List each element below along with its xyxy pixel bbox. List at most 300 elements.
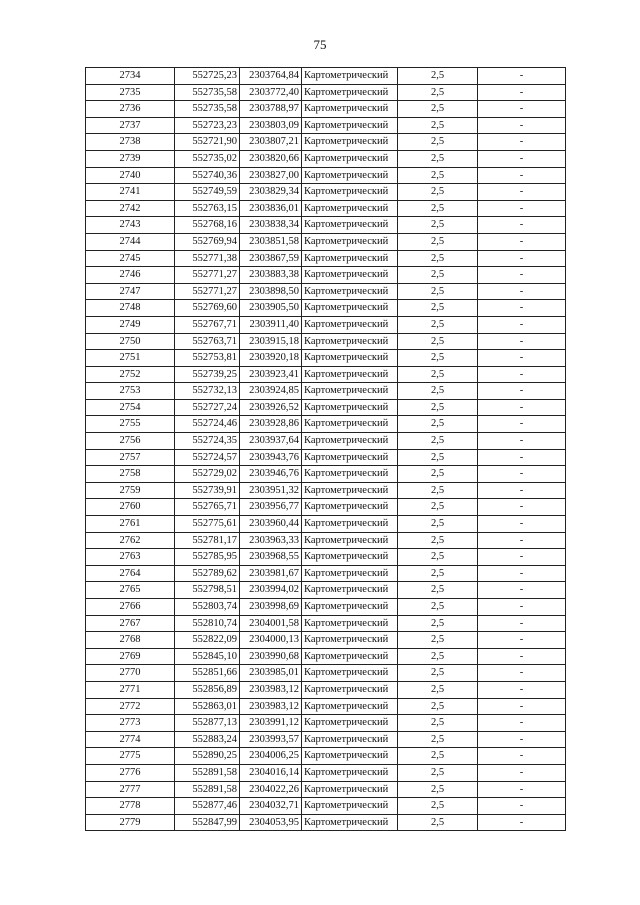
- point-number-cell: 2775: [86, 748, 175, 765]
- x-coordinate-cell: 552822,09: [175, 632, 240, 649]
- table-row: [86, 233, 566, 250]
- point-number-cell: 2753: [86, 383, 175, 400]
- accuracy-cell: 2,5: [398, 781, 478, 798]
- x-coordinate-cell: 552803,74: [175, 599, 240, 616]
- y-coordinate-cell: 2303994,02: [240, 582, 302, 599]
- table-row: [86, 333, 566, 350]
- accuracy-cell: 2,5: [398, 764, 478, 781]
- x-coordinate-cell: 552781,17: [175, 532, 240, 549]
- method-cell: Картометрический: [302, 748, 398, 765]
- note-cell: -: [478, 433, 566, 450]
- accuracy-cell: 2,5: [398, 250, 478, 267]
- method-cell: Картометрический: [302, 399, 398, 416]
- method-cell: Картометрический: [302, 283, 398, 300]
- method-cell: Картометрический: [302, 150, 398, 167]
- accuracy-cell: 2,5: [398, 648, 478, 665]
- table-row: [86, 681, 566, 698]
- table-row: [86, 101, 566, 118]
- point-number-cell: 2743: [86, 217, 175, 234]
- table-row: [86, 715, 566, 732]
- note-cell: -: [478, 482, 566, 499]
- table-row: [86, 466, 566, 483]
- note-cell: -: [478, 217, 566, 234]
- x-coordinate-cell: 552771,27: [175, 283, 240, 300]
- note-cell: -: [478, 516, 566, 533]
- accuracy-cell: 2,5: [398, 150, 478, 167]
- y-coordinate-cell: 2303920,18: [240, 350, 302, 367]
- method-cell: Картометрический: [302, 333, 398, 350]
- method-cell: Картометрический: [302, 366, 398, 383]
- table-row: [86, 748, 566, 765]
- method-cell: Картометрический: [302, 582, 398, 599]
- x-coordinate-cell: 552739,25: [175, 366, 240, 383]
- table-row: [86, 482, 566, 499]
- table-row: [86, 499, 566, 516]
- point-number-cell: 2756: [86, 433, 175, 450]
- y-coordinate-cell: 2303827,00: [240, 167, 302, 184]
- method-cell: Картометрический: [302, 615, 398, 632]
- table-row: [86, 599, 566, 616]
- table-row: [86, 582, 566, 599]
- table-row: [86, 250, 566, 267]
- table-row: [86, 184, 566, 201]
- point-number-cell: 2748: [86, 300, 175, 317]
- page-number: 75: [313, 37, 327, 52]
- table-row: [86, 416, 566, 433]
- table-row: [86, 698, 566, 715]
- coordinates-table-body: [86, 68, 566, 831]
- y-coordinate-cell: 2303993,57: [240, 731, 302, 748]
- accuracy-cell: 2,5: [398, 715, 478, 732]
- method-cell: Картометрический: [302, 233, 398, 250]
- accuracy-cell: 2,5: [398, 482, 478, 499]
- table-row: [86, 516, 566, 533]
- point-number-cell: 2758: [86, 466, 175, 483]
- method-cell: Картометрический: [302, 383, 398, 400]
- method-cell: Картометрический: [302, 599, 398, 616]
- x-coordinate-cell: 552771,27: [175, 267, 240, 284]
- note-cell: -: [478, 499, 566, 516]
- accuracy-cell: 2,5: [398, 383, 478, 400]
- accuracy-cell: 2,5: [398, 731, 478, 748]
- accuracy-cell: 2,5: [398, 217, 478, 234]
- x-coordinate-cell: 552763,15: [175, 200, 240, 217]
- accuracy-cell: 2,5: [398, 68, 478, 85]
- method-cell: Картометрический: [302, 665, 398, 682]
- accuracy-cell: 2,5: [398, 316, 478, 333]
- point-number-cell: 2765: [86, 582, 175, 599]
- point-number-cell: 2735: [86, 84, 175, 101]
- method-cell: Картометрический: [302, 781, 398, 798]
- point-number-cell: 2754: [86, 399, 175, 416]
- coordinates-table: [85, 67, 566, 831]
- point-number-cell: 2734: [86, 68, 175, 85]
- note-cell: -: [478, 200, 566, 217]
- method-cell: Картометрический: [302, 814, 398, 831]
- accuracy-cell: 2,5: [398, 399, 478, 416]
- table-row: [86, 399, 566, 416]
- note-cell: -: [478, 449, 566, 466]
- accuracy-cell: 2,5: [398, 466, 478, 483]
- y-coordinate-cell: 2303990,68: [240, 648, 302, 665]
- table-row: [86, 316, 566, 333]
- point-number-cell: 2746: [86, 267, 175, 284]
- y-coordinate-cell: 2303838,34: [240, 217, 302, 234]
- table-row: [86, 781, 566, 798]
- point-number-cell: 2761: [86, 516, 175, 533]
- y-coordinate-cell: 2303836,01: [240, 200, 302, 217]
- method-cell: Картометрический: [302, 632, 398, 649]
- x-coordinate-cell: 552749,59: [175, 184, 240, 201]
- x-coordinate-cell: 552735,02: [175, 150, 240, 167]
- note-cell: -: [478, 134, 566, 151]
- x-coordinate-cell: 552851,66: [175, 665, 240, 682]
- x-coordinate-cell: 552753,81: [175, 350, 240, 367]
- table-row: [86, 798, 566, 815]
- x-coordinate-cell: 552890,25: [175, 748, 240, 765]
- point-number-cell: 2768: [86, 632, 175, 649]
- x-coordinate-cell: 552721,90: [175, 134, 240, 151]
- x-coordinate-cell: 552768,16: [175, 217, 240, 234]
- table-row: [86, 549, 566, 566]
- table-row: [86, 366, 566, 383]
- y-coordinate-cell: 2303915,18: [240, 333, 302, 350]
- accuracy-cell: 2,5: [398, 184, 478, 201]
- table-row: [86, 150, 566, 167]
- accuracy-cell: 2,5: [398, 549, 478, 566]
- note-cell: -: [478, 267, 566, 284]
- note-cell: -: [478, 399, 566, 416]
- accuracy-cell: 2,5: [398, 665, 478, 682]
- note-cell: -: [478, 101, 566, 118]
- method-cell: Картометрический: [302, 681, 398, 698]
- method-cell: Картометрический: [302, 698, 398, 715]
- accuracy-cell: 2,5: [398, 599, 478, 616]
- table-row: [86, 134, 566, 151]
- accuracy-cell: 2,5: [398, 366, 478, 383]
- note-cell: -: [478, 466, 566, 483]
- y-coordinate-cell: 2303981,67: [240, 565, 302, 582]
- point-number-cell: 2752: [86, 366, 175, 383]
- note-cell: -: [478, 615, 566, 632]
- x-coordinate-cell: 552810,74: [175, 615, 240, 632]
- accuracy-cell: 2,5: [398, 416, 478, 433]
- note-cell: -: [478, 117, 566, 134]
- table-row: [86, 383, 566, 400]
- point-number-cell: 2739: [86, 150, 175, 167]
- method-cell: Картометрический: [302, 764, 398, 781]
- accuracy-cell: 2,5: [398, 233, 478, 250]
- point-number-cell: 2750: [86, 333, 175, 350]
- accuracy-cell: 2,5: [398, 582, 478, 599]
- note-cell: -: [478, 68, 566, 85]
- point-number-cell: 2736: [86, 101, 175, 118]
- y-coordinate-cell: 2303772,40: [240, 84, 302, 101]
- table-row: [86, 731, 566, 748]
- y-coordinate-cell: 2303788,97: [240, 101, 302, 118]
- y-coordinate-cell: 2303985,01: [240, 665, 302, 682]
- x-coordinate-cell: 552724,57: [175, 449, 240, 466]
- method-cell: Картометрический: [302, 433, 398, 450]
- point-number-cell: 2779: [86, 814, 175, 831]
- y-coordinate-cell: 2303883,38: [240, 267, 302, 284]
- y-coordinate-cell: 2303803,09: [240, 117, 302, 134]
- accuracy-cell: 2,5: [398, 167, 478, 184]
- note-cell: -: [478, 167, 566, 184]
- y-coordinate-cell: 2303960,44: [240, 516, 302, 533]
- note-cell: -: [478, 698, 566, 715]
- x-coordinate-cell: 552727,24: [175, 399, 240, 416]
- method-cell: Картометрический: [302, 200, 398, 217]
- y-coordinate-cell: 2303943,76: [240, 449, 302, 466]
- method-cell: Картометрический: [302, 731, 398, 748]
- point-number-cell: 2764: [86, 565, 175, 582]
- accuracy-cell: 2,5: [398, 350, 478, 367]
- table-row: [86, 283, 566, 300]
- y-coordinate-cell: 2303924,85: [240, 383, 302, 400]
- note-cell: -: [478, 184, 566, 201]
- table-row: [86, 814, 566, 831]
- point-number-cell: 2741: [86, 184, 175, 201]
- method-cell: Картометрический: [302, 565, 398, 582]
- y-coordinate-cell: 2303911,40: [240, 316, 302, 333]
- point-number-cell: 2769: [86, 648, 175, 665]
- x-coordinate-cell: 552724,46: [175, 416, 240, 433]
- point-number-cell: 2744: [86, 233, 175, 250]
- method-cell: Картометрический: [302, 516, 398, 533]
- y-coordinate-cell: 2303851,58: [240, 233, 302, 250]
- note-cell: -: [478, 366, 566, 383]
- note-cell: -: [478, 648, 566, 665]
- x-coordinate-cell: 552785,95: [175, 549, 240, 566]
- y-coordinate-cell: 2303951,32: [240, 482, 302, 499]
- table-row: [86, 565, 566, 582]
- accuracy-cell: 2,5: [398, 333, 478, 350]
- y-coordinate-cell: 2303963,33: [240, 532, 302, 549]
- x-coordinate-cell: 552740,36: [175, 167, 240, 184]
- table-row: [86, 350, 566, 367]
- y-coordinate-cell: 2303926,52: [240, 399, 302, 416]
- note-cell: -: [478, 150, 566, 167]
- x-coordinate-cell: 552724,35: [175, 433, 240, 450]
- accuracy-cell: 2,5: [398, 84, 478, 101]
- accuracy-cell: 2,5: [398, 565, 478, 582]
- accuracy-cell: 2,5: [398, 449, 478, 466]
- note-cell: -: [478, 532, 566, 549]
- note-cell: -: [478, 84, 566, 101]
- note-cell: -: [478, 715, 566, 732]
- y-coordinate-cell: 2303983,12: [240, 698, 302, 715]
- note-cell: -: [478, 599, 566, 616]
- point-number-cell: 2757: [86, 449, 175, 466]
- x-coordinate-cell: 552739,91: [175, 482, 240, 499]
- y-coordinate-cell: 2303928,86: [240, 416, 302, 433]
- table-row: [86, 632, 566, 649]
- x-coordinate-cell: 552725,23: [175, 68, 240, 85]
- accuracy-cell: 2,5: [398, 499, 478, 516]
- x-coordinate-cell: 552767,71: [175, 316, 240, 333]
- y-coordinate-cell: 2304006,25: [240, 748, 302, 765]
- x-coordinate-cell: 552732,13: [175, 383, 240, 400]
- y-coordinate-cell: 2303923,41: [240, 366, 302, 383]
- accuracy-cell: 2,5: [398, 814, 478, 831]
- y-coordinate-cell: 2303983,12: [240, 681, 302, 698]
- method-cell: Картометрический: [302, 300, 398, 317]
- x-coordinate-cell: 552775,61: [175, 516, 240, 533]
- method-cell: Картометрический: [302, 466, 398, 483]
- x-coordinate-cell: 552798,51: [175, 582, 240, 599]
- note-cell: -: [478, 665, 566, 682]
- x-coordinate-cell: 552729,02: [175, 466, 240, 483]
- y-coordinate-cell: 2303898,50: [240, 283, 302, 300]
- y-coordinate-cell: 2304022,26: [240, 781, 302, 798]
- table-row: [86, 84, 566, 101]
- y-coordinate-cell: 2303867,59: [240, 250, 302, 267]
- table-row: [86, 200, 566, 217]
- point-number-cell: 2777: [86, 781, 175, 798]
- method-cell: Картометрический: [302, 250, 398, 267]
- point-number-cell: 2766: [86, 599, 175, 616]
- x-coordinate-cell: 552789,62: [175, 565, 240, 582]
- y-coordinate-cell: 2303946,76: [240, 466, 302, 483]
- method-cell: Картометрический: [302, 499, 398, 516]
- note-cell: -: [478, 681, 566, 698]
- table-row: [86, 764, 566, 781]
- accuracy-cell: 2,5: [398, 267, 478, 284]
- table-row: [86, 267, 566, 284]
- y-coordinate-cell: 2304001,58: [240, 615, 302, 632]
- x-coordinate-cell: 552735,58: [175, 101, 240, 118]
- note-cell: -: [478, 748, 566, 765]
- y-coordinate-cell: 2304053,95: [240, 814, 302, 831]
- note-cell: -: [478, 300, 566, 317]
- x-coordinate-cell: 552723,23: [175, 117, 240, 134]
- table-row: [86, 449, 566, 466]
- x-coordinate-cell: 552735,58: [175, 84, 240, 101]
- point-number-cell: 2778: [86, 798, 175, 815]
- table-row: [86, 217, 566, 234]
- method-cell: Картометрический: [302, 167, 398, 184]
- method-cell: Картометрический: [302, 117, 398, 134]
- method-cell: Картометрический: [302, 482, 398, 499]
- accuracy-cell: 2,5: [398, 200, 478, 217]
- y-coordinate-cell: 2303829,34: [240, 184, 302, 201]
- point-number-cell: 2749: [86, 316, 175, 333]
- x-coordinate-cell: 552877,46: [175, 798, 240, 815]
- point-number-cell: 2755: [86, 416, 175, 433]
- accuracy-cell: 2,5: [398, 532, 478, 549]
- note-cell: -: [478, 565, 566, 582]
- note-cell: -: [478, 781, 566, 798]
- method-cell: Картометрический: [302, 134, 398, 151]
- note-cell: -: [478, 316, 566, 333]
- table-row: [86, 167, 566, 184]
- x-coordinate-cell: 552765,71: [175, 499, 240, 516]
- note-cell: -: [478, 250, 566, 267]
- method-cell: Картометрический: [302, 217, 398, 234]
- x-coordinate-cell: 552863,01: [175, 698, 240, 715]
- note-cell: -: [478, 350, 566, 367]
- accuracy-cell: 2,5: [398, 516, 478, 533]
- accuracy-cell: 2,5: [398, 134, 478, 151]
- method-cell: Картометрический: [302, 798, 398, 815]
- table-row: [86, 615, 566, 632]
- x-coordinate-cell: 552847,99: [175, 814, 240, 831]
- table-row: [86, 532, 566, 549]
- accuracy-cell: 2,5: [398, 433, 478, 450]
- y-coordinate-cell: 2303764,84: [240, 68, 302, 85]
- y-coordinate-cell: 2304000,13: [240, 632, 302, 649]
- y-coordinate-cell: 2303991,12: [240, 715, 302, 732]
- x-coordinate-cell: 552763,71: [175, 333, 240, 350]
- point-number-cell: 2751: [86, 350, 175, 367]
- y-coordinate-cell: 2303998,69: [240, 599, 302, 616]
- x-coordinate-cell: 552891,58: [175, 781, 240, 798]
- y-coordinate-cell: 2303956,77: [240, 499, 302, 516]
- point-number-cell: 2747: [86, 283, 175, 300]
- note-cell: -: [478, 283, 566, 300]
- note-cell: -: [478, 798, 566, 815]
- point-number-cell: 2737: [86, 117, 175, 134]
- method-cell: Картометрический: [302, 549, 398, 566]
- method-cell: Картометрический: [302, 416, 398, 433]
- point-number-cell: 2759: [86, 482, 175, 499]
- point-number-cell: 2740: [86, 167, 175, 184]
- x-coordinate-cell: 552845,10: [175, 648, 240, 665]
- note-cell: -: [478, 549, 566, 566]
- point-number-cell: 2776: [86, 764, 175, 781]
- x-coordinate-cell: 552883,24: [175, 731, 240, 748]
- accuracy-cell: 2,5: [398, 101, 478, 118]
- x-coordinate-cell: 552877,13: [175, 715, 240, 732]
- accuracy-cell: 2,5: [398, 698, 478, 715]
- point-number-cell: 2767: [86, 615, 175, 632]
- note-cell: -: [478, 814, 566, 831]
- method-cell: Картометрический: [302, 84, 398, 101]
- accuracy-cell: 2,5: [398, 300, 478, 317]
- method-cell: Картометрический: [302, 316, 398, 333]
- note-cell: -: [478, 383, 566, 400]
- accuracy-cell: 2,5: [398, 632, 478, 649]
- note-cell: -: [478, 582, 566, 599]
- y-coordinate-cell: 2304016,14: [240, 764, 302, 781]
- accuracy-cell: 2,5: [398, 615, 478, 632]
- point-number-cell: 2760: [86, 499, 175, 516]
- point-number-cell: 2772: [86, 698, 175, 715]
- y-coordinate-cell: 2303820,66: [240, 150, 302, 167]
- point-number-cell: 2762: [86, 532, 175, 549]
- method-cell: Картометрический: [302, 715, 398, 732]
- note-cell: -: [478, 333, 566, 350]
- note-cell: -: [478, 632, 566, 649]
- method-cell: Картометрический: [302, 184, 398, 201]
- table-row: [86, 665, 566, 682]
- method-cell: Картометрический: [302, 350, 398, 367]
- point-number-cell: 2763: [86, 549, 175, 566]
- point-number-cell: 2773: [86, 715, 175, 732]
- note-cell: -: [478, 233, 566, 250]
- x-coordinate-cell: 552769,60: [175, 300, 240, 317]
- point-number-cell: 2745: [86, 250, 175, 267]
- method-cell: Картометрический: [302, 267, 398, 284]
- note-cell: -: [478, 731, 566, 748]
- y-coordinate-cell: 2303968,55: [240, 549, 302, 566]
- point-number-cell: 2770: [86, 665, 175, 682]
- accuracy-cell: 2,5: [398, 283, 478, 300]
- accuracy-cell: 2,5: [398, 681, 478, 698]
- note-cell: -: [478, 416, 566, 433]
- accuracy-cell: 2,5: [398, 798, 478, 815]
